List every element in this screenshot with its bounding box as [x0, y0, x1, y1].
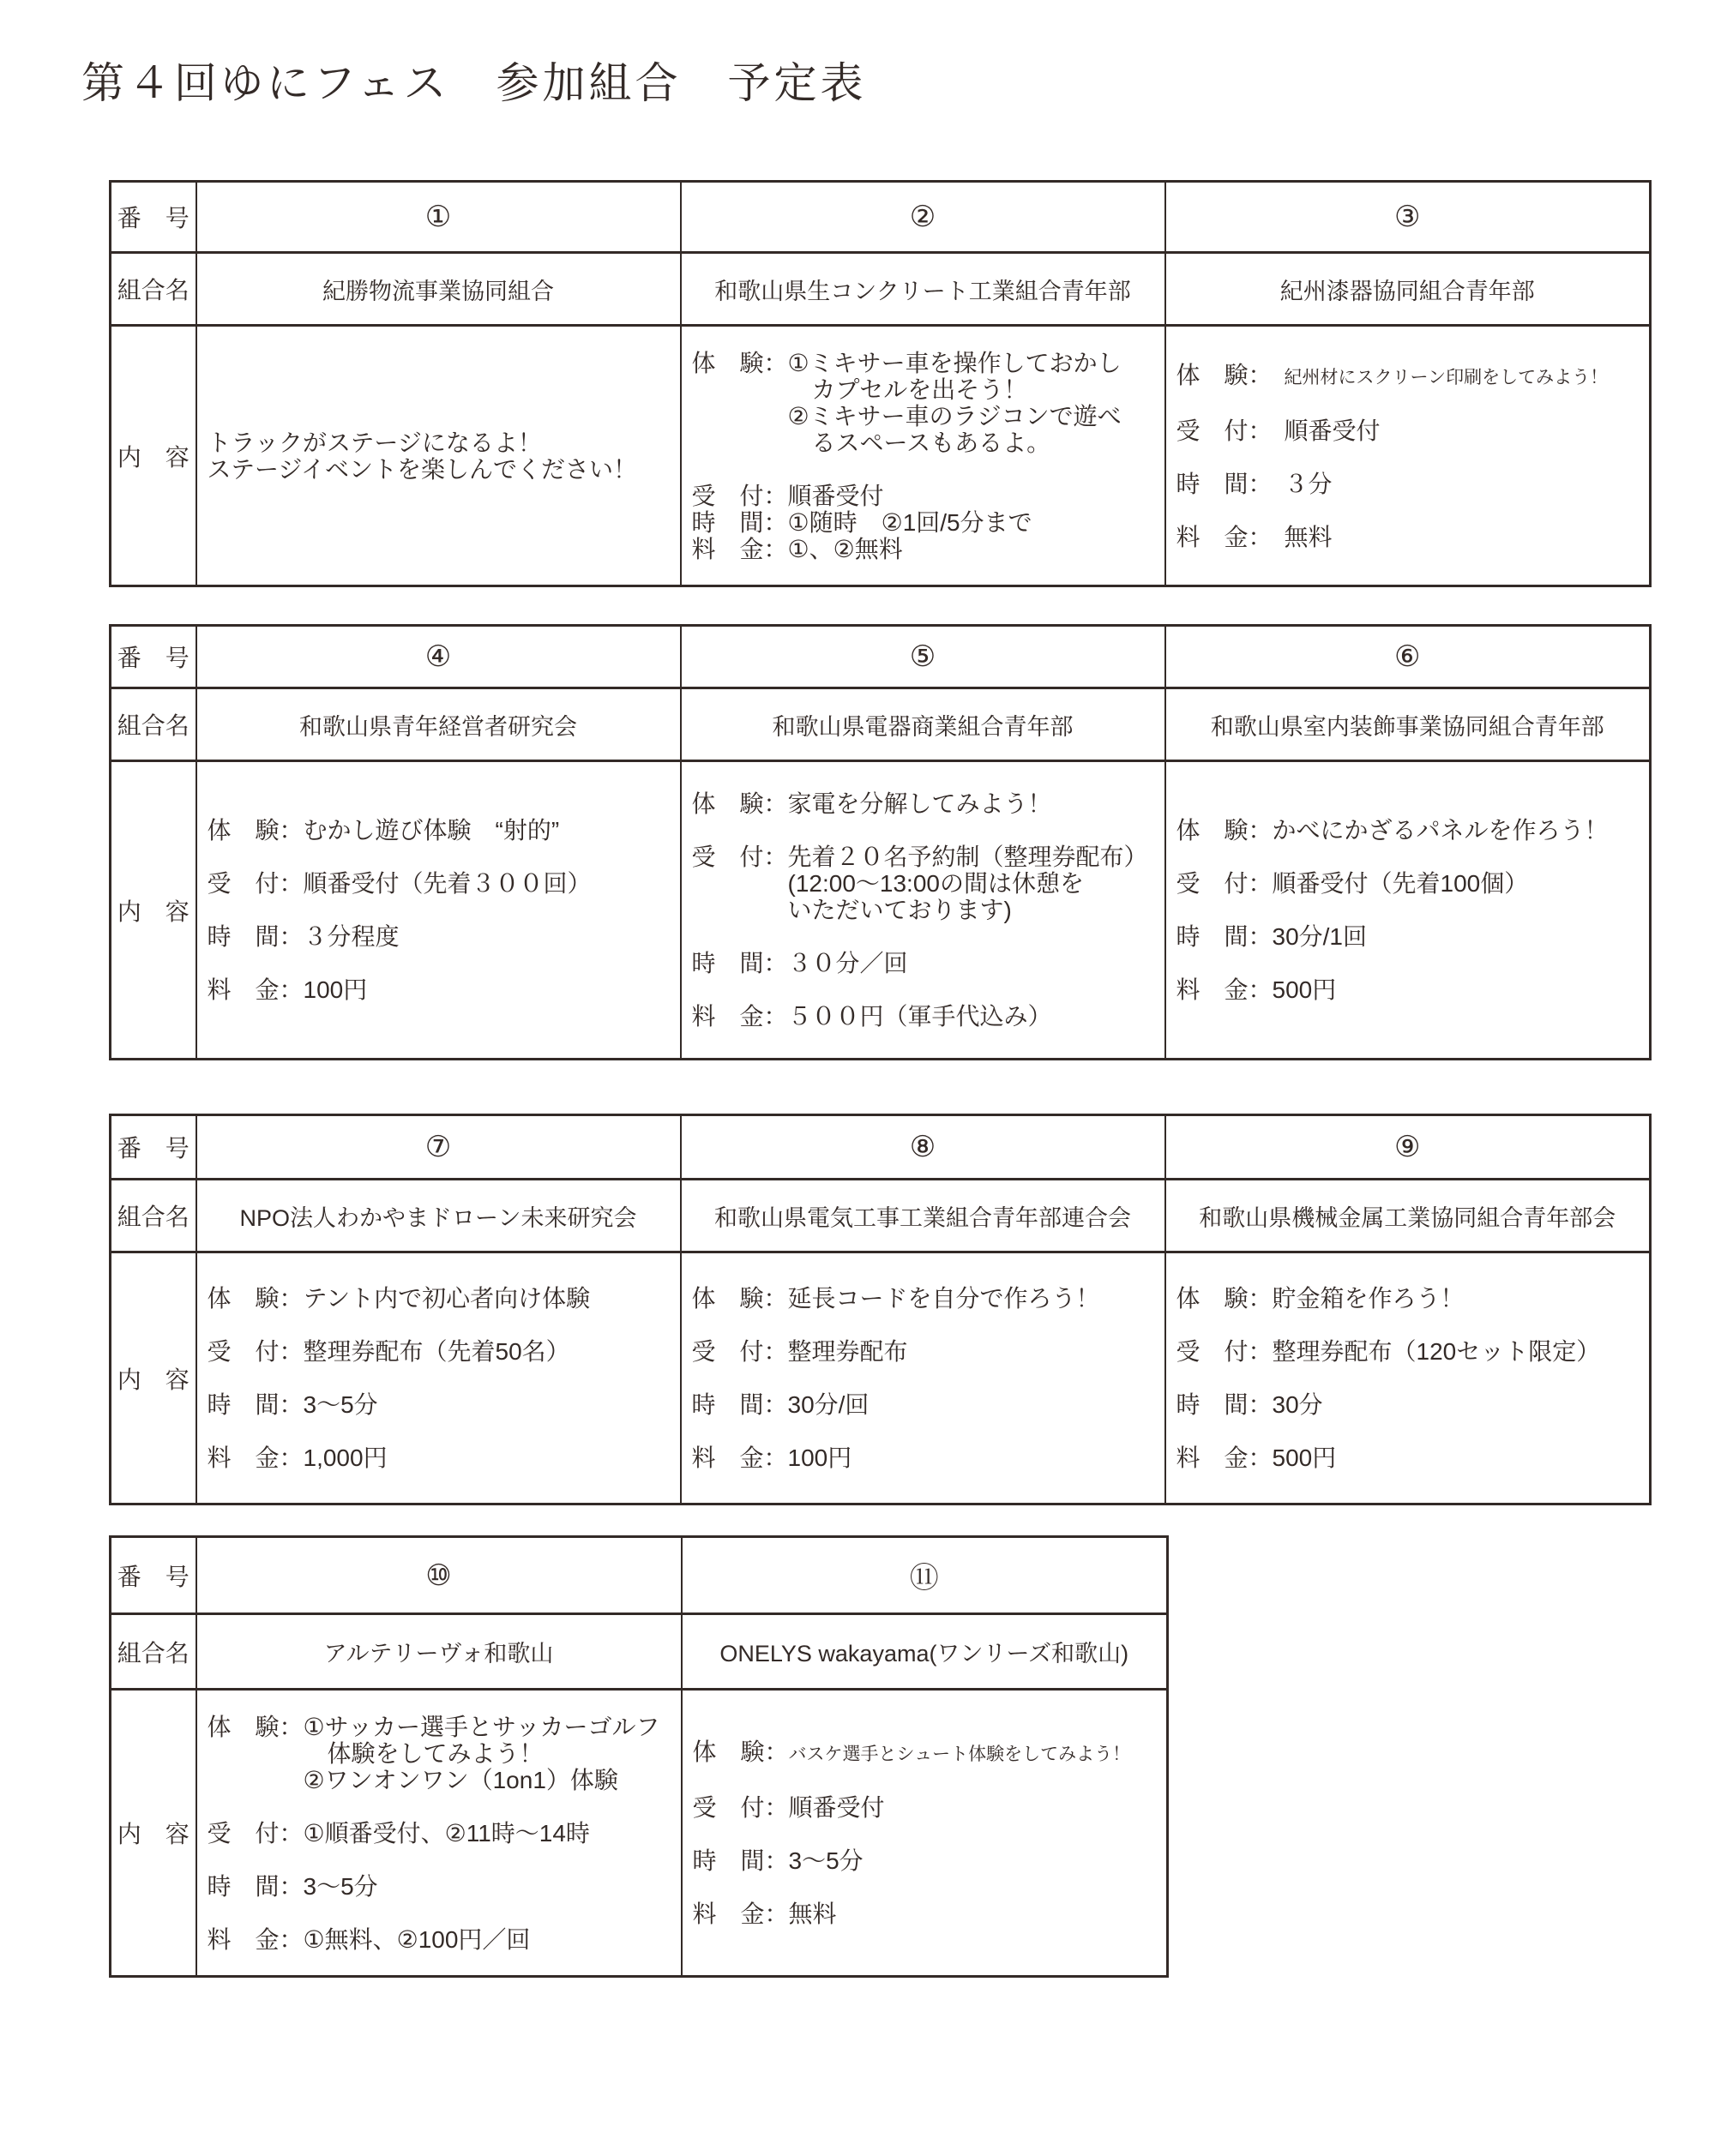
- content-line: [1176, 417, 1640, 444]
- text-segment: 時 間：３分程度: [207, 923, 400, 950]
- content-line: [692, 403, 1154, 429]
- row-label-number: 番 号: [111, 1537, 196, 1614]
- number-cell: ⑧: [681, 1115, 1165, 1180]
- text-segment: バスケ選手とシュート体験をしてみよう！: [788, 1745, 1131, 1764]
- content-line: [208, 1338, 670, 1365]
- content-line: [208, 870, 670, 897]
- number-cell: ⑨: [1165, 1115, 1651, 1180]
- content-line: [692, 376, 1154, 403]
- content-line: [693, 1901, 1157, 1927]
- union-name-cell: 和歌山県青年経営者研究会: [196, 688, 681, 761]
- content-line: [692, 429, 1154, 456]
- content-line: [1176, 923, 1640, 950]
- content-line: [208, 976, 670, 1003]
- content-line: [208, 844, 670, 870]
- table-row-content: [111, 326, 1651, 586]
- content-line: [693, 1739, 1157, 1768]
- content-line: [693, 1847, 1157, 1874]
- content-line: [1176, 1444, 1640, 1471]
- text-segment: 時 間：30分: [1176, 1391, 1323, 1418]
- text-segment: 体 験：むかし遊び体験 “射的”: [207, 817, 560, 844]
- content-line: [1176, 870, 1640, 897]
- content-line: [1176, 524, 1640, 550]
- content-line: [208, 1365, 670, 1391]
- union-name-cell: 和歌山県電器商業組合青年部: [681, 688, 1165, 761]
- text-segment: 時 間：①随時 ②1回/5分まで: [691, 508, 1032, 536]
- content-line: [208, 897, 670, 923]
- content-line: [1176, 471, 1640, 497]
- content-line: [692, 456, 1154, 483]
- text-segment: 料 金：500円: [1176, 976, 1337, 1003]
- text-segment: カプセルを出そう！: [691, 375, 1028, 403]
- number-cell: ⑩: [196, 1537, 682, 1614]
- text-segment: 体 験：: [692, 1739, 789, 1765]
- text-segment: ②ミキサー車のラジコンで遊べ: [691, 402, 1122, 429]
- content-line: [208, 1873, 671, 1900]
- content-line: [692, 509, 1154, 536]
- text-segment: るスペースもあるよ。: [691, 429, 1051, 456]
- content-line: [208, 1793, 671, 1820]
- table-row-number: [111, 626, 1651, 688]
- content-line: [692, 1365, 1154, 1391]
- content-cell: [196, 1690, 682, 1977]
- text-segment: 体 験：テント内で初心者向け体験: [207, 1285, 591, 1312]
- number-cell: ⑥: [1165, 626, 1651, 688]
- content-line: [1176, 950, 1640, 976]
- content-cell: [196, 761, 681, 1060]
- text-segment: 時 間：3～5分: [207, 1391, 378, 1418]
- text-segment: 時 間：3～5分: [207, 1872, 378, 1900]
- content-line: [692, 1312, 1154, 1338]
- row-label-number: 番 号: [111, 182, 196, 253]
- content-line: [693, 1768, 1157, 1794]
- content-line: [1176, 1391, 1640, 1418]
- table-row-content: [111, 1252, 1651, 1504]
- text-segment: 時 間：３０分／回: [691, 950, 908, 976]
- row-label-content: 内 容: [111, 1252, 196, 1504]
- content-line: [208, 1767, 671, 1793]
- text-segment: 料 金：①、②無料: [691, 535, 903, 562]
- content-line: [208, 1285, 670, 1312]
- text-segment: 料 金：５００円（軍手代込み）: [691, 1003, 1052, 1030]
- schedule-table-1: [109, 180, 1652, 587]
- content-line: [208, 817, 670, 844]
- text-segment: 料 金：500円: [1176, 1444, 1337, 1471]
- content-line: [692, 350, 1154, 376]
- schedule-tables-container: [0, 180, 1715, 1978]
- text-segment: 受 付：①順番受付、②11時～14時: [207, 1819, 590, 1847]
- table-row-name: [111, 253, 1651, 326]
- union-name-cell: 紀勝物流事業協同組合: [196, 253, 681, 326]
- text-segment: 体 験：貯金箱を作ろう！: [1176, 1285, 1465, 1312]
- content-cell: [681, 326, 1165, 586]
- content-line: [693, 1874, 1157, 1901]
- content-cell: [1165, 1252, 1651, 1504]
- number-cell: ②: [681, 182, 1165, 253]
- text-segment: 受 付：順番受付: [692, 1794, 885, 1821]
- text-segment: 体 験：①サッカー選手とサッカーゴルフ: [207, 1713, 660, 1740]
- union-name-cell: ONELYS wakayama(ワンリーズ和歌山): [682, 1614, 1168, 1690]
- content-line: [208, 456, 670, 483]
- content-cell: [196, 326, 681, 586]
- content-line: [692, 1444, 1154, 1471]
- number-cell: ①: [196, 182, 681, 253]
- content-line: [208, 1714, 671, 1740]
- content-line: [1176, 897, 1640, 923]
- page-title: 第４回ゆにフェス 参加組合 予定表: [81, 59, 867, 107]
- text-segment: 体 験：家電を分解してみよう！: [691, 790, 1052, 817]
- row-label-number: 番 号: [111, 626, 196, 688]
- content-line: [1176, 1285, 1640, 1312]
- number-cell: ④: [196, 626, 681, 688]
- union-name-cell: 和歌山県室内装飾事業協同組合青年部: [1165, 688, 1651, 761]
- text-segment: 料 金：100円: [207, 976, 368, 1003]
- content-line: [208, 1820, 671, 1847]
- content-line: [1176, 362, 1640, 391]
- number-cell: ⑪: [682, 1537, 1168, 1614]
- table-row-content: [111, 1690, 1168, 1977]
- union-name-cell: 和歌山県機械金属工業協同組合青年部会: [1165, 1180, 1651, 1252]
- content-cell: [1165, 761, 1651, 1060]
- text-segment: 時 間：30分/1回: [1176, 923, 1367, 950]
- text-segment: いただいております): [691, 897, 1012, 923]
- number-cell: ⑦: [196, 1115, 681, 1180]
- union-name-cell: 紀州漆器協同組合青年部: [1165, 253, 1651, 326]
- row-label-content: 内 容: [111, 326, 196, 586]
- content-cell: [681, 761, 1165, 1060]
- content-line: [208, 1391, 670, 1418]
- content-cell: [681, 1252, 1165, 1504]
- text-segment: 受 付：整理券配布: [691, 1338, 908, 1365]
- content-line: [692, 950, 1154, 976]
- content-line: [692, 483, 1154, 509]
- table-row-number: [111, 182, 1651, 253]
- content-line: [692, 536, 1154, 562]
- content-line: [1176, 1312, 1640, 1338]
- text-segment: 体 験：延長コードを自分で作ろう！: [691, 1285, 1100, 1312]
- text-segment: 体 験：かべにかざるパネルを作ろう！: [1176, 817, 1609, 844]
- content-line: [208, 923, 670, 950]
- content-line: [692, 844, 1154, 870]
- text-segment: 料 金：100円: [691, 1444, 852, 1471]
- content-line: [692, 1391, 1154, 1418]
- content-cell: [196, 1252, 681, 1504]
- content-line: [208, 429, 670, 456]
- content-line: [208, 1312, 670, 1338]
- content-line: [1176, 817, 1640, 844]
- content-line: [692, 976, 1154, 1003]
- text-segment: 紀州材にスクリーン印刷をしてみよう！: [1284, 367, 1609, 387]
- number-cell: ③: [1165, 182, 1651, 253]
- table-row-number: [111, 1537, 1168, 1614]
- text-segment: 時 間：30分/回: [691, 1391, 870, 1418]
- text-segment: ②ワンオンワン（1on1）体験: [207, 1766, 618, 1793]
- content-line: [693, 1821, 1157, 1847]
- content-line: [692, 870, 1154, 897]
- row-label-number: 番 号: [111, 1115, 196, 1180]
- text-segment: 受 付：整理券配布（120セット限定）: [1176, 1338, 1601, 1365]
- content-line: [1176, 844, 1640, 870]
- schedule-table-3: [109, 1114, 1652, 1505]
- text-segment: 時 間：3～5分: [692, 1847, 864, 1874]
- text-segment: 料 金：無料: [692, 1901, 837, 1927]
- text-segment: 受 付：順番受付（先着３００回）: [207, 870, 592, 897]
- text-segment: 体 験：①ミキサー車を操作しておかし: [691, 349, 1122, 376]
- content-line: [1176, 976, 1640, 1003]
- content-line: [692, 1338, 1154, 1365]
- text-segment: 料 金： 無料: [1176, 523, 1333, 550]
- schedule-table-2: [109, 624, 1652, 1060]
- content-line: [1176, 391, 1640, 417]
- content-line: [692, 1418, 1154, 1444]
- text-segment: 料 金：①無料、②100円／回: [207, 1925, 531, 1953]
- content-line: [208, 1444, 670, 1471]
- content-line: [692, 790, 1154, 817]
- content-line: [1176, 444, 1640, 471]
- text-segment: 受 付：先着２０名予約制（整理券配布）: [691, 844, 1148, 870]
- content-line: [208, 1847, 671, 1873]
- text-segment: ステージイベントを楽しんでください！: [207, 455, 637, 483]
- row-label-name: 組合名: [111, 253, 196, 326]
- content-line: [1176, 1338, 1640, 1365]
- table-row-name: [111, 688, 1651, 761]
- number-cell: ⑤: [681, 626, 1165, 688]
- row-label-content: 内 容: [111, 761, 196, 1060]
- content-line: [208, 1418, 670, 1444]
- row-label-name: 組合名: [111, 1614, 196, 1690]
- union-name-cell: アルテリーヴォ和歌山: [196, 1614, 682, 1690]
- table-row-number: [111, 1115, 1651, 1180]
- content-line: [692, 817, 1154, 844]
- union-name-cell: NPO法人わかやまドローン未来研究会: [196, 1180, 681, 1252]
- text-segment: 受 付： 順番受付: [1176, 417, 1381, 444]
- union-name-cell: 和歌山県電気工事工業組合青年部連合会: [681, 1180, 1165, 1252]
- content-line: [208, 1900, 671, 1926]
- table-row-name: [111, 1614, 1168, 1690]
- content-line: [208, 1926, 671, 1953]
- table-row-name: [111, 1180, 1651, 1252]
- content-line: [1176, 1365, 1640, 1391]
- content-cell: [1165, 326, 1651, 586]
- text-segment: 時 間： ３分: [1176, 470, 1333, 497]
- text-segment: 体 験：: [1176, 361, 1285, 388]
- text-segment: トラックがステージになるよ！: [207, 429, 542, 456]
- table-row-content: [111, 761, 1651, 1060]
- schedule-table-4: [109, 1535, 1169, 1978]
- row-label-name: 組合名: [111, 688, 196, 761]
- text-segment: 料 金：1,000円: [207, 1444, 388, 1471]
- content-line: [692, 1285, 1154, 1312]
- row-label-content: 内 容: [111, 1690, 196, 1977]
- text-segment: 受 付：順番受付: [691, 482, 884, 509]
- content-line: [692, 897, 1154, 923]
- row-label-name: 組合名: [111, 1180, 196, 1252]
- content-line: [208, 950, 670, 976]
- content-line: [692, 1003, 1154, 1030]
- text-segment: 体験をしてみよう！: [207, 1739, 544, 1767]
- text-segment: (12:00～13:00の間は休憩を: [691, 870, 1084, 897]
- union-name-cell: 和歌山県生コンクリート工業組合青年部: [681, 253, 1165, 326]
- content-line: [692, 923, 1154, 950]
- content-line: [1176, 1418, 1640, 1444]
- content-line: [693, 1794, 1157, 1821]
- content-line: [1176, 497, 1640, 524]
- text-segment: 受 付：順番受付（先着100個）: [1176, 870, 1529, 897]
- text-segment: 受 付：整理券配布（先着50名）: [207, 1338, 570, 1365]
- content-cell: [682, 1690, 1168, 1977]
- content-line: [208, 1740, 671, 1767]
